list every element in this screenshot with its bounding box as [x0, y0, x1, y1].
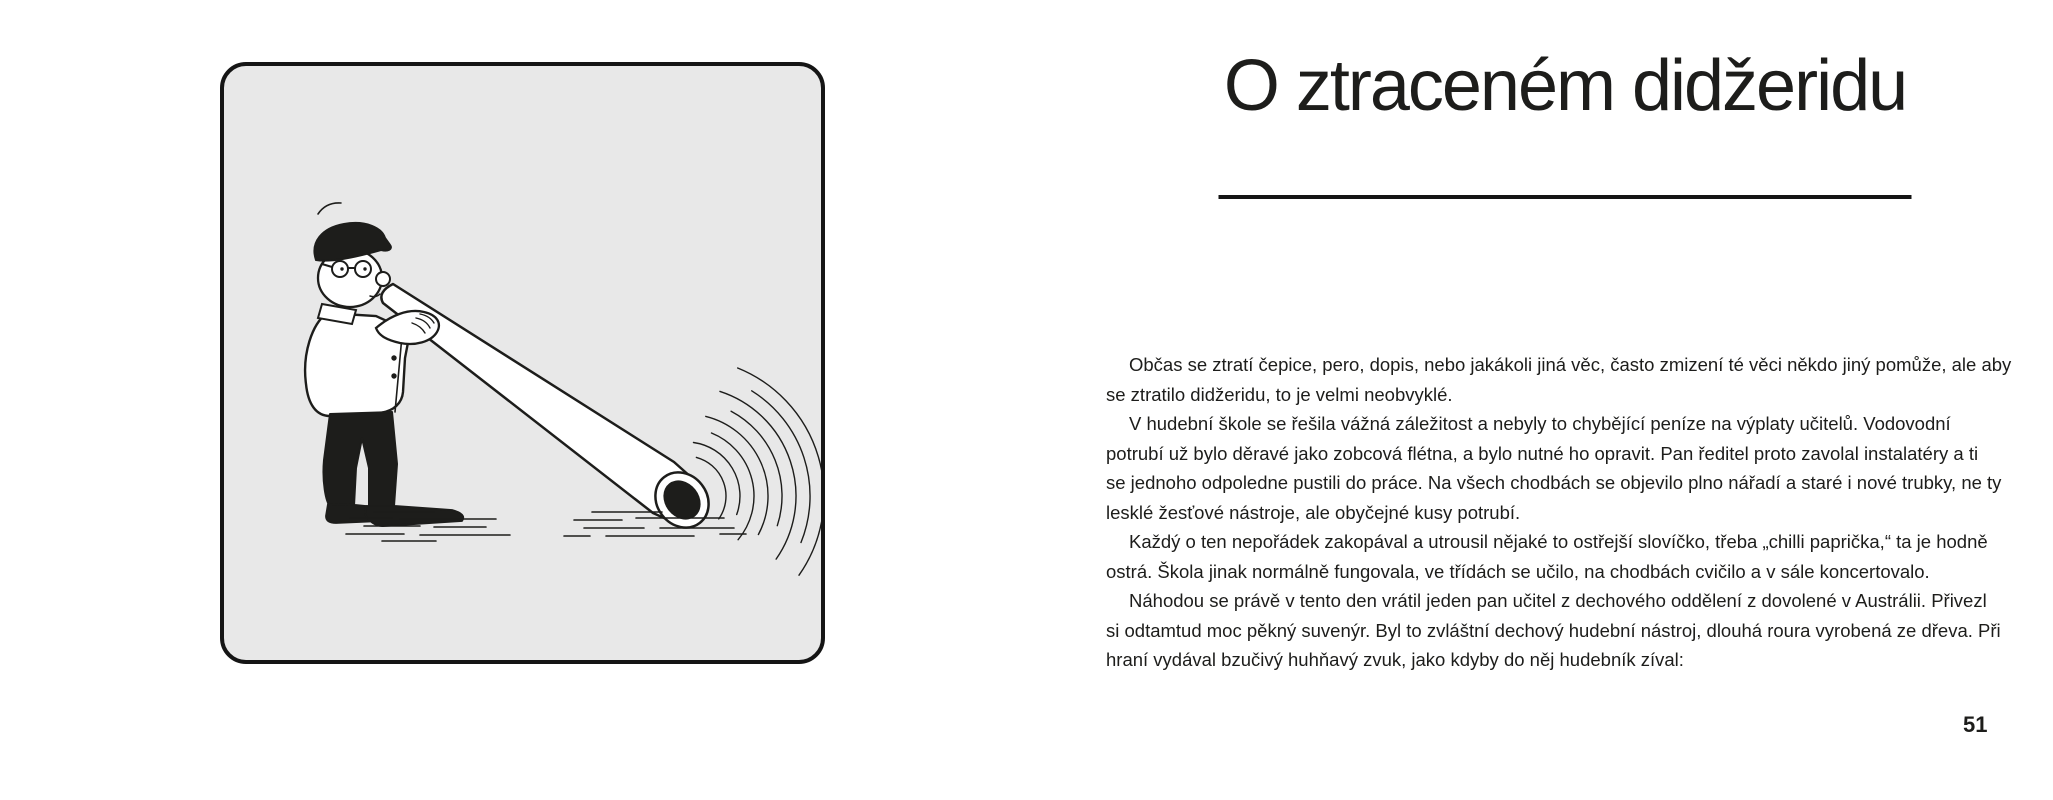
story-line: Občas se ztratí čepice, pero, dopis, nebo jakákoli jiná věc, často zmizení té věci někdo jiný pomůže, ale aby: [1129, 354, 2012, 375]
man-trousers: [323, 412, 397, 506]
story-line: V hudební škole se řešila vážná záležitost a nebyly to chybějící peníze na výplaty učitelů. Vodovodní: [1129, 413, 1951, 434]
story-line: se ztratilo didžeridu, to je velmi neobvyklé.: [1106, 383, 1453, 405]
story-line: si odtamtud moc pěkný suvenýr. Byl to zvláštní dechový hudební nástroj, dlouhá roura vyrobená ze dřeva. Při: [1106, 619, 2001, 641]
story-line: se jednoho odpoledne pustili do práce. Na všech chodbách se objevilo plno nářadí a staré i nové trubky, ne ty: [1106, 472, 2002, 493]
cap-motion-line: [318, 203, 341, 214]
story-line: hraní vydával bzučivý huhňavý zvuk, jako kdyby do něj hudebník zíval:: [1106, 649, 1684, 670]
story-line: ostrá. Škola jinak normálně fungovala, ve třídách se učilo, na chodbách cvičilo a v sále koncertovalo.: [1106, 560, 1930, 582]
story-line: potrubí už bylo děravé jako zobcová flétna, a bylo nutné ho opravit. Pan ředitel proto zavolal instalatéry a ti: [1106, 442, 1979, 464]
story-line: Každý o ten nepořádek zakopával a utrousil nějaké to ostřejší slovíčko, třeba „chilli paprička,“ ta je hodně: [1129, 531, 1988, 552]
jacket-button: [391, 373, 396, 378]
story-line: lesklé žesťové nástroje, ale obyčejné kusy potrubí.: [1106, 501, 1521, 523]
jacket-button: [391, 355, 396, 360]
page-number: 51: [1963, 712, 1988, 737]
man-eye-right: [363, 267, 366, 270]
illustration-box: [220, 62, 825, 664]
text-column: [1095, 0, 2035, 800]
didgeridoo-illustration: [224, 66, 821, 660]
man-shoe-front: [365, 506, 463, 526]
chapter-title: O ztraceném didžeridu: [1223, 46, 1907, 126]
sound-waves: [694, 368, 822, 575]
story-line: Náhodou se právě v tento den vrátil jeden pan učitel z dechového oddělení z dovolené v Austrálii. Přivezl: [1129, 590, 1987, 611]
man-eye-left: [340, 267, 343, 270]
man-nose: [376, 272, 390, 286]
ground-shading-bell: [564, 512, 746, 536]
story-text: [1106, 350, 2031, 675]
flat-cap: [314, 223, 390, 261]
title-rule: [1219, 195, 1912, 199]
